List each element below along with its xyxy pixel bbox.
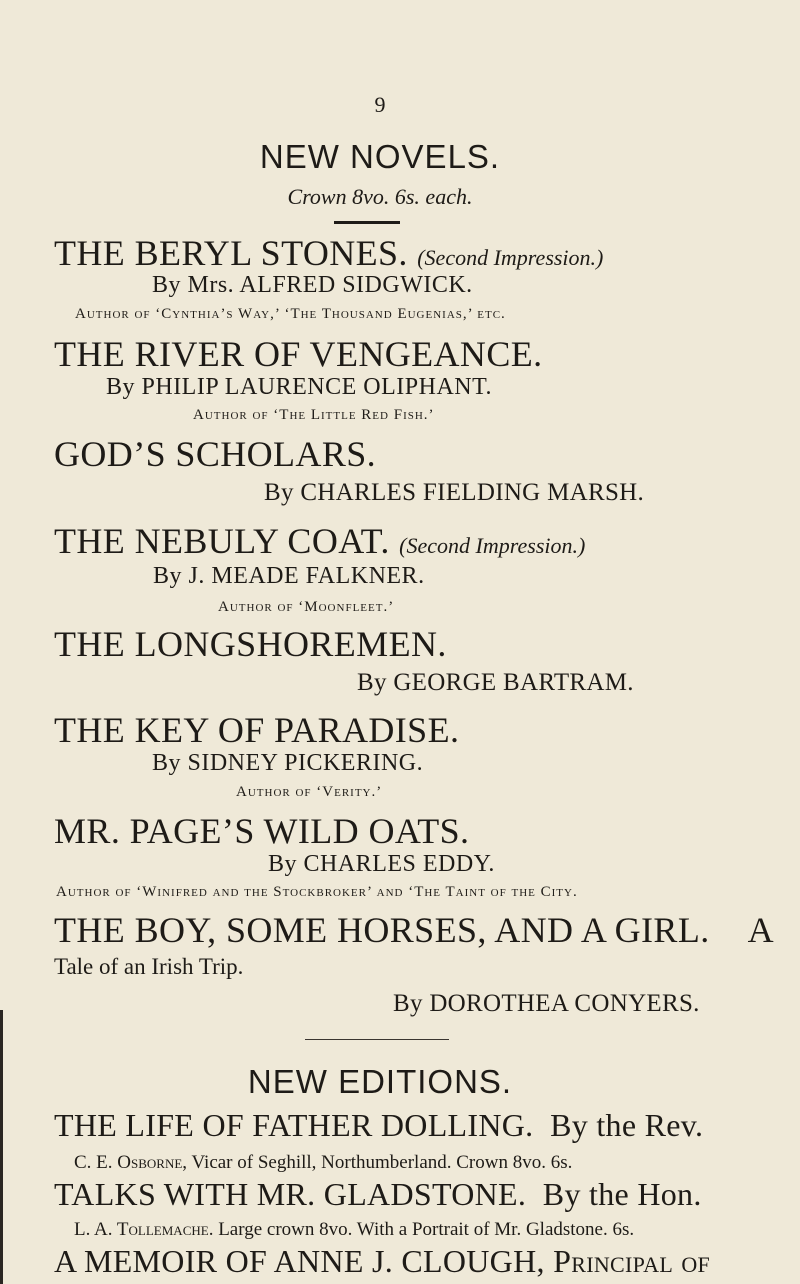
edition-title: THE LIFE OF FATHER DOLLING. By the Rev.: [54, 1107, 704, 1143]
novel-byline: By SIDNEY PICKERING.: [152, 750, 424, 776]
novel-byline: By J. MEADE FALKNER.: [153, 563, 425, 589]
novel-title: MR. PAGE’S WILD OATS.: [54, 811, 470, 851]
novel-byline: By CHARLES EDDY.: [268, 851, 495, 877]
new-novels-heading: NEW NOVELS.: [259, 138, 501, 175]
novel-author-of: Author of ‘Cynthia’s Way,’ ‘The Thousand Eugenias,’ etc.: [75, 306, 506, 322]
novel-title: THE KEY OF PARADISE.: [54, 710, 460, 750]
edition-detail: C. E. Osborne, Vicar of Seghill, Northumberland. Crown 8vo. 6s.: [74, 1152, 573, 1173]
novel-byline: By Mrs. ALFRED SIDGWICK.: [152, 272, 473, 298]
novel-title: GOD’S SCHOLARS.: [54, 434, 377, 474]
novel-title: THE BERYL STONES. (Second Impression.): [54, 233, 604, 273]
page-number: 9: [374, 92, 386, 117]
novel-title: THE LONGSHOREMEN.: [54, 624, 447, 664]
novel-author-of: Author of ‘The Little Red Fish.’: [193, 407, 435, 423]
novel-title: THE RIVER OF VENGEANCE.: [54, 334, 543, 374]
novel-subtitle: Tale of an Irish Trip.: [54, 954, 244, 979]
novel-author-of: Author of ‘Verity.’: [236, 784, 383, 800]
novel-author-of: Author of ‘Winifred and the Stockbroker’ and ‘The Taint of the City.: [56, 884, 578, 900]
edition-title: A MEMOIR OF ANNE J. CLOUGH, Principal of: [54, 1243, 711, 1279]
edition-title: TALKS WITH MR. GLADSTONE. By the Hon.: [54, 1176, 702, 1212]
section-divider: [305, 1039, 449, 1040]
page-edge-line: [0, 1010, 3, 1284]
novel-byline: By DOROTHEA CONYERS.: [393, 990, 700, 1017]
edition-detail: L. A. Tollemache. Large crown 8vo. With a Portrait of Mr. Gladstone. 6s.: [74, 1219, 635, 1240]
novel-byline: By GEORGE BARTRAM.: [357, 669, 634, 696]
novel-author-of: Author of ‘Moonfleet.’: [218, 599, 395, 615]
novel-byline: By CHARLES FIELDING MARSH.: [264, 479, 645, 506]
section-rule: [334, 221, 400, 224]
new-novels-subheading: Crown 8vo. 6s. each.: [287, 184, 473, 209]
new-editions-heading: NEW EDITIONS.: [247, 1063, 513, 1100]
novel-title: THE BOY, SOME HORSES, AND A GIRL. A: [54, 910, 775, 950]
novel-byline: By PHILIP LAURENCE OLIPHANT.: [106, 374, 492, 400]
novel-title: THE NEBULY COAT. (Second Impression.): [54, 521, 586, 561]
